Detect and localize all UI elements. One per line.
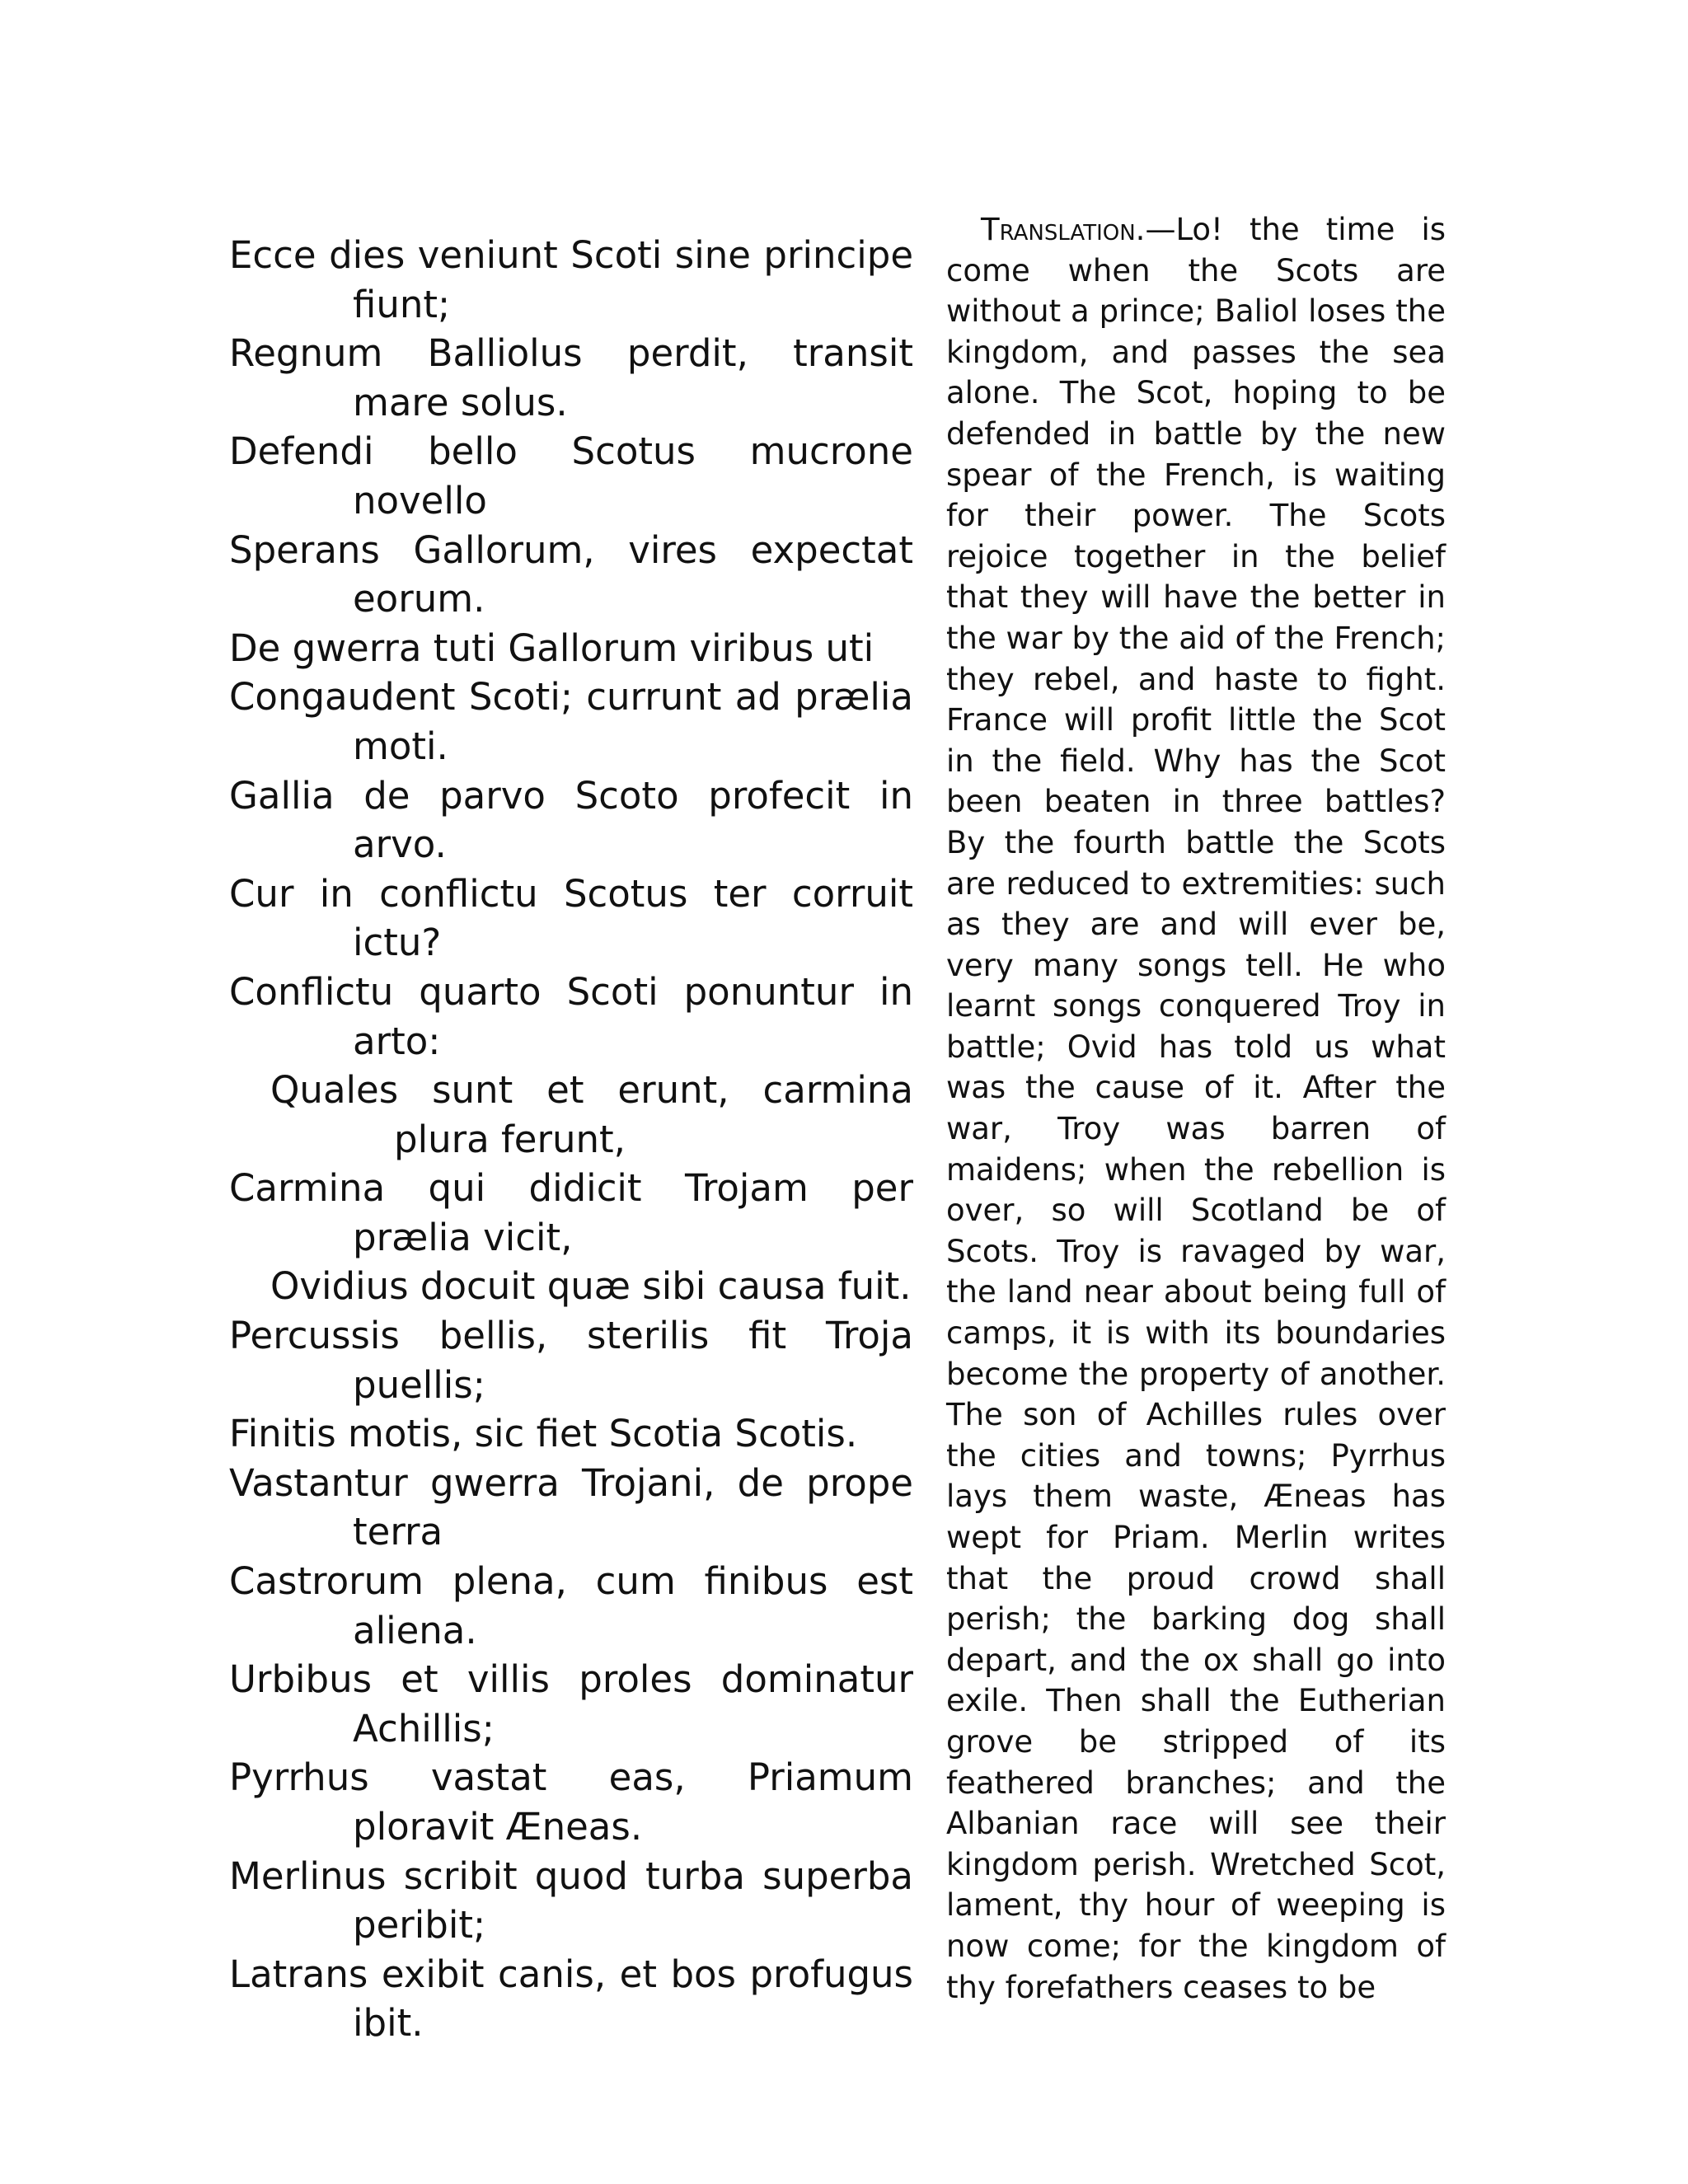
poem-line: Gallia de parvo Scoto profecit in arvo. [229, 773, 913, 867]
poem-line: Congaudent Scoti; currunt ad prælia moti. [229, 675, 913, 768]
poem-line: Defendi bello Scotus mucrone novello [229, 429, 913, 523]
poem-line: Regnum Balliolus perdit, transit mare solus. [229, 331, 913, 424]
translation-heading: Translation. [981, 212, 1146, 247]
poem-line: Pyrrhus vastat eas, Priamum ploravit Æneas. [229, 1755, 913, 1849]
poem-line: Carmina qui didicit Trojam per prælia vicit, [229, 1166, 913, 1259]
poem-line: Vastantur gwerra Trojani, de prope terra [229, 1460, 913, 1554]
poem-line: Sperans Gallorum, vires expectat eorum. [229, 527, 913, 621]
poem-line: Latrans exibit canis, et bos profugus ibit. [229, 1952, 913, 2046]
translation-text: —Lo! the time is come when the Scots are without a prince; Baliol loses the kingdom, and passes the sea alone. The Scot, hoping to be defended in battle by the new spear of the French, is waiting for their power. The Scots rejoice together in the belief that they will have the better in the war by the aid of the French; they rebel, and haste to fight. France will profit little the Scot in the field. Why has the Scot been beaten in three battles? By the fourth battle the Scots are reduced to extremities: such as they are and will ever be, very many songs tell. He who learnt songs conquered Troy in battle; Ovid has told us what was the cause of it. After the war, Troy was barren of maidens; when the rebellion is over, so will Scotland be of Scots. Troy is ravaged by war, the land near about being full of camps, it is with its boundaries become the property of another. The son of Achilles rules over the cities and towns; Pyrrhus lays them waste, Æneas has wept for Priam. Merlin writes that the proud crowd shall perish; the barking dog shall depart, and the ox shall go into exile. Then shall the Eutherian grove be stripped of its feathered branches; and the Albanian race will see their kingdom perish. Wretched Scot, lament, thy hour of weeping is now come; for the kingdom of thy forefathers ceases to be [946, 212, 1446, 2005]
poem-line: Ovidius docuit quæ sibi causa fuit. [270, 1264, 912, 1309]
poem-line: Conflictu quarto Scoti ponuntur in arto: [229, 969, 913, 1063]
poem-line: Finitis motis, sic fiet Scotia Scotis. [229, 1412, 858, 1456]
poem-line: Merlinus scribit quod turba superba peribit; [229, 1854, 913, 1947]
poem-line: Castrorum plena, cum finibus est aliena. [229, 1559, 913, 1652]
poem-line: Quales sunt et erunt, carmina plura ferunt, [270, 1068, 913, 1161]
latin-poem [229, 231, 913, 2048]
poem-line: Percussis bellis, sterilis fit Troja puellis; [229, 1314, 913, 1407]
poem-line: Cur in conflictu Scotus ter corruit ictu? [229, 871, 913, 965]
poem-line: De gwerra tuti Gallorum viribus uti [229, 626, 874, 670]
poem-line: Ecce dies veniunt Scoti sine principe fiunt; [229, 233, 913, 326]
poem-line: Urbibus et villis proles dominatur Achillis; [229, 1657, 913, 1750]
translation-paragraph [946, 209, 1446, 2005]
